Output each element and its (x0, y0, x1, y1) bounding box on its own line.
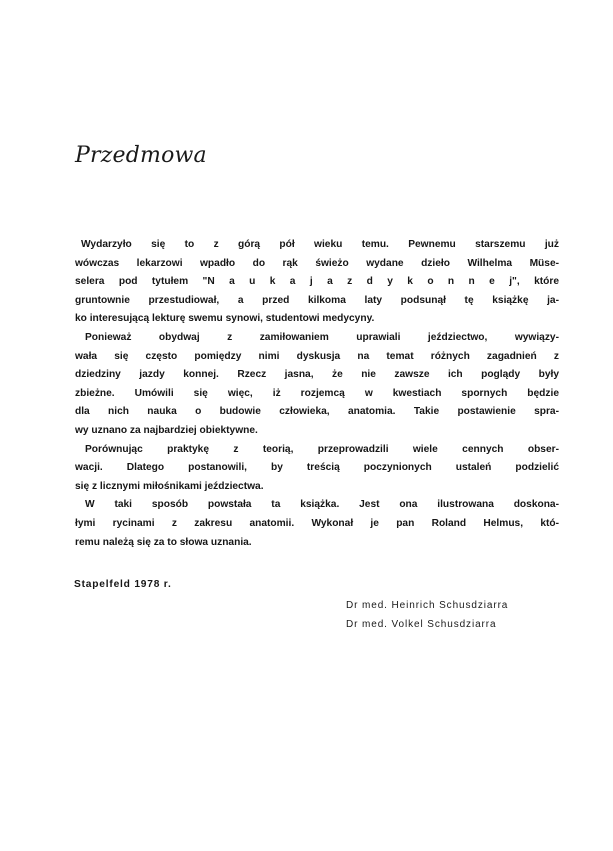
signature-line: Dr med. Heinrich Schusdziarra (346, 600, 509, 611)
paragraph (75, 329, 559, 441)
paragraph-line: wówczas lekarzowi wpadło do rąk świeżo wydane dzieło Wilhelma Müse- (75, 257, 559, 269)
paragraph-line: się z licznymi miłośnikami jeździectwa. (75, 480, 264, 492)
paragraph-line: W taki sposób powstała ta książka. Jest ona ilustrowana doskona- (85, 499, 559, 511)
paragraph-line: gruntownie przestudiował, a przed kilkoma laty podsunął tę książkę ja- (75, 294, 559, 306)
paragraph-line: wała się często pomiędzy nimi dyskusja na temat różnych zagadnień z (75, 350, 559, 362)
paragraph-line: wy uznano za najbardziej obiektywne. (75, 424, 258, 436)
body-text (75, 236, 559, 552)
paragraph-line: selera pod tytułem "N a u k a j a z d y k o n n e j", które (75, 276, 559, 288)
paragraph-line: wacji. Dlatego postanowili, by treścią poczynionych ustaleń podzielić (75, 462, 559, 474)
paragraph-line: Porównując praktykę z teorią, przeprowadzili wiele cennych obser- (85, 443, 559, 455)
paragraph-line: remu należą się za to słowa uznania. (75, 536, 252, 548)
paragraph (75, 441, 559, 497)
paragraph-line: zbieżne. Umówili się więc, iż rozjemcą w kwestiach spornych będzie (75, 387, 559, 399)
paragraph (75, 236, 559, 329)
paragraph-line: Ponieważ obydwaj z zamiłowaniem uprawiali jeździectwo, wywiązy- (85, 331, 559, 343)
signature-line: Dr med. Volkel Schusdziarra (346, 619, 497, 630)
signatures (346, 596, 508, 634)
paragraph-line: dla nich nauka o budowie człowieka, anatomia. Takie postawienie spra- (75, 406, 559, 418)
place-date: Stapelfeld 1978 r. (74, 579, 172, 590)
paragraph-line: łymi rycinami z zakresu anatomii. Wykonał je pan Roland Helmus, któ- (75, 517, 559, 529)
paragraph (75, 496, 559, 552)
paragraph-line: ko interesującą lekturę swemu synowi, studentowi medycyny. (75, 313, 375, 325)
paragraph-line: dziedziny jazdy konnej. Rzecz jasna, że nie zawsze ich poglądy były (75, 369, 559, 381)
page-title: Przedmowa (75, 143, 207, 168)
paragraph-line: Wydarzyło się to z górą pół wieku temu. Pewnemu starszemu już (81, 239, 559, 250)
